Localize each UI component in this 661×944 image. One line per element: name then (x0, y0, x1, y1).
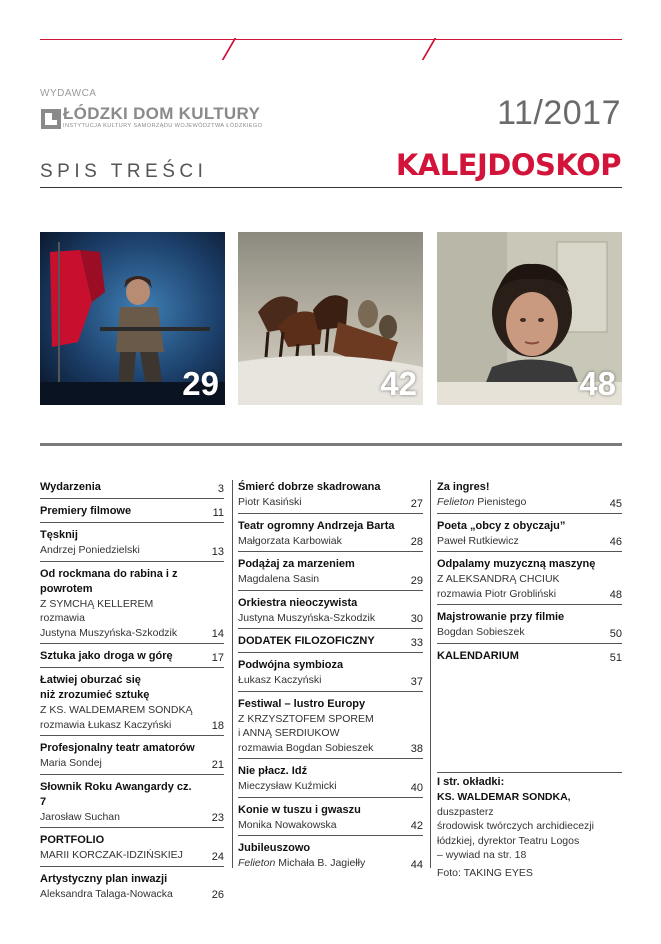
publisher-label: WYDAWCA (40, 88, 97, 99)
toc-entry-title: Teatr ogromny Andrzeja Barta (238, 519, 395, 532)
toc-entry-author: rozmawia Łukasz Kaczyński (40, 718, 172, 731)
toc-entry-genre: Felieton (238, 857, 276, 869)
toc-entry-author-name: Michała B. Jagiełły (275, 857, 366, 869)
toc-entry-page: 28 (410, 536, 423, 548)
toc-entry[interactable] (437, 519, 622, 553)
toc-entry-author: Paweł Rutkiewicz (437, 534, 519, 547)
column-separator (232, 480, 233, 868)
toc-entry-title: Artystyczny plan inwazji (40, 872, 168, 885)
cover-desc-2: środowisk twórczych archidiecezji (437, 820, 594, 832)
toc-entry[interactable] (238, 519, 423, 553)
toc-entry-title: Wydarzenia (40, 481, 101, 493)
toc-entry-page: 45 (609, 497, 622, 510)
photo-page-number: 48 (579, 365, 616, 402)
toc-entry[interactable] (40, 872, 224, 905)
toc-entry-page: 24 (211, 850, 224, 863)
toc-entry-author: Małgorzata Karbowiak (238, 534, 342, 547)
toc-entry[interactable] (238, 596, 423, 630)
toc-entry-page: 18 (211, 720, 224, 732)
toc-entry-author: Z SYMCHĄ KELLEREM rozmawia (40, 597, 154, 624)
toc-entry-author: Jarosław Suchan (40, 810, 120, 823)
magazine-logo: KALEJDOSKOP (395, 148, 621, 182)
toc-entry-title: Nie płacz. Idź (238, 765, 308, 777)
toc-entry-author: Mieczysław Kuźmicki (238, 780, 337, 792)
toc-entry[interactable] (40, 504, 224, 523)
toc-entry[interactable] (238, 557, 423, 591)
toc-entry[interactable] (238, 697, 423, 760)
photo-painting[interactable] (238, 232, 423, 405)
toc-entry-author (238, 856, 423, 871)
toc-entry-author: Łukasz Kaczyński (238, 674, 322, 686)
toc-entry-page: 46 (609, 536, 622, 548)
toc-entry-page: 29 (410, 574, 423, 587)
toc-entry-title: Festiwal – lustro Europy (238, 697, 366, 710)
toc-entry[interactable] (40, 780, 224, 829)
toc-entry[interactable] (40, 567, 224, 645)
toc-entry[interactable] (437, 557, 622, 605)
toc-entry-title: Premiery filmowe (40, 505, 132, 517)
toc-entry-title: Profesjonalny teatr amatorów (40, 742, 195, 754)
toc-entry-page: 38 (410, 743, 423, 755)
toc-entry-title: Za ingres! (437, 481, 490, 493)
toc-entry-author: rozmawia Bogdan Sobieszek (238, 741, 374, 754)
toc-entry-page: 23 (211, 812, 224, 824)
toc-entry-title-line2: niż zrozumieć sztukę (40, 689, 150, 701)
toc-entry-page: 14 (211, 628, 224, 640)
toc-entry-author: Magdalena Sasin (238, 573, 320, 585)
toc-entry-author: Z KS. WALDEMAREM SONDKĄ (40, 704, 193, 716)
column-separator (430, 480, 431, 868)
toc-entry-title: Od rockmana do rabina i z powrotem (40, 567, 178, 595)
toc-entry-author: Monika Nowakowska (238, 818, 337, 831)
top-rule-slash (422, 38, 437, 60)
toc-entry-author: Z KRZYSZTOFEM SPOREM (238, 712, 374, 725)
toc-entry[interactable] (238, 634, 423, 653)
toc-entry[interactable] (238, 764, 423, 798)
publisher-logo-icon (40, 108, 62, 130)
toc-entry-page: 30 (410, 613, 423, 625)
toc-entry-page: 40 (410, 781, 423, 794)
toc-entry-author: Piotr Kasiński (238, 496, 302, 508)
toc-entry-author: Maria Sondej (40, 757, 102, 769)
photo-theatre[interactable] (40, 232, 225, 405)
toc-entry[interactable] (437, 649, 622, 667)
toc-entry-author: Andrzej Poniedzielski (40, 544, 140, 556)
toc-entry-page: 11 (212, 507, 224, 519)
toc-entry-page: 51 (609, 651, 622, 664)
toc-entry-page: 37 (410, 675, 423, 688)
cover-desc-4: – wywiad na str. 18 (437, 849, 527, 861)
toc-entry-title: Sztuka jako droga w górę (40, 650, 173, 662)
toc-entry-author: Justyna Muszyńska-Szkodzik (40, 626, 178, 639)
toc-column-2 (238, 480, 423, 879)
toc-entry-title: Odpalamy muzyczną maszynę (437, 558, 596, 570)
toc-entry[interactable] (238, 841, 423, 874)
toc-entry[interactable] (437, 480, 622, 514)
toc-entry-page: 3 (217, 483, 224, 495)
toc-entry-author: Justyna Muszyńska-Szkodzik (238, 611, 376, 624)
toc-entry-page: 50 (609, 627, 622, 640)
toc-entry-page: 17 (211, 652, 224, 664)
toc-entry-author (437, 495, 622, 510)
section-divider (40, 443, 622, 446)
toc-entry-title: KALENDARIUM (437, 649, 519, 662)
toc-entry-author: rozmawia Piotr Grobliński (437, 587, 557, 600)
toc-entry-author: Aleksandra Talaga-Nowacka (40, 887, 173, 900)
toc-column-1 (40, 480, 224, 909)
toc-entry[interactable] (40, 673, 224, 736)
toc-entry-page: 44 (410, 858, 423, 871)
cover-person-name: KS. WALDEMAR SONDKA, (437, 791, 571, 803)
cover-photo-credit: Foto: TAKING EYES (437, 866, 533, 879)
cover-info (437, 774, 622, 880)
toc-entry[interactable] (238, 658, 423, 692)
section-title: SPIS TREŚCI (40, 161, 208, 182)
publisher-name: ŁÓDZKI DOM KULTURY (63, 104, 261, 123)
toc-entry-title: PORTFOLIO (40, 834, 105, 846)
toc-entry-title: Majstrowanie przy filmie (437, 611, 565, 623)
photo-portrait[interactable] (437, 232, 622, 405)
toc-entry-page: 21 (211, 758, 224, 771)
toc-entry-page: 26 (211, 889, 224, 901)
toc-entry[interactable] (437, 610, 622, 644)
photo-page-number: 42 (380, 365, 417, 402)
toc-entry-genre: Felieton (437, 496, 475, 508)
toc-entry-title: Słownik Roku Awangardy cz. 7 (40, 780, 192, 808)
cover-description (437, 790, 622, 819)
top-rule (40, 39, 622, 40)
toc-entry[interactable] (238, 480, 423, 514)
toc-entry-author: Bogdan Sobieszek (437, 626, 525, 638)
toc-entry-page: 48 (609, 589, 622, 601)
toc-entry-author: Z ALEKSANDRĄ CHCIUK (437, 573, 560, 585)
top-rule-slash (222, 38, 237, 60)
toc-entry-author: i ANNĄ SERDIUKOW (238, 727, 340, 739)
toc-entry-title: Orkiestra nieoczywista (238, 596, 358, 609)
header-rule (40, 187, 622, 188)
toc-entry-title: Poeta „obcy z obyczaju” (437, 519, 566, 532)
photo-page-number: 29 (182, 365, 219, 402)
toc-entry-page: 13 (211, 545, 224, 558)
toc-entry-title: Śmierć dobrze skadrowana (238, 481, 381, 493)
toc-entry[interactable] (40, 741, 224, 775)
toc-entry-title: DODATEK FILOZOFICZNY (238, 635, 375, 647)
toc-entry[interactable] (40, 833, 224, 867)
cover-desc-3: łódzkiej, dyrektor Teatru Logos (437, 834, 580, 847)
toc-entry-title: Podążaj za marzeniem (238, 558, 355, 570)
toc-entry-title: Łatwiej oburzać się (40, 674, 141, 686)
issue-number: 11/2017 (497, 94, 621, 132)
toc-entry-author: MARII KORCZAK-IDZIŃSKIEJ (40, 849, 183, 861)
toc-entry-page: 42 (410, 820, 423, 832)
publisher-subtitle: INSTYTUCJA KULTURY SAMORZĄDU WOJEWÓDZTWA ŁÓDZKIEGO (63, 123, 263, 129)
toc-entry[interactable] (40, 528, 224, 562)
toc-entry[interactable] (238, 803, 423, 837)
toc-entry-title: Tęsknij (40, 529, 78, 541)
toc-entry-title: Podwójna symbioza (238, 659, 344, 671)
toc-column-3 (437, 480, 622, 672)
toc-entry-page: 33 (410, 637, 423, 649)
toc-entry-author-name: Pienistego (474, 496, 527, 508)
toc-entry[interactable] (40, 480, 224, 499)
toc-entry-page: 27 (410, 497, 423, 510)
cover-desc-1: duszpasterz (437, 805, 494, 818)
cover-heading: I str. okładki: (437, 776, 505, 788)
toc-entry-title: Jubileuszowo (238, 842, 311, 854)
toc-entry[interactable] (40, 649, 224, 668)
toc-entry-title: Konie w tuszu i gwaszu (238, 803, 361, 816)
